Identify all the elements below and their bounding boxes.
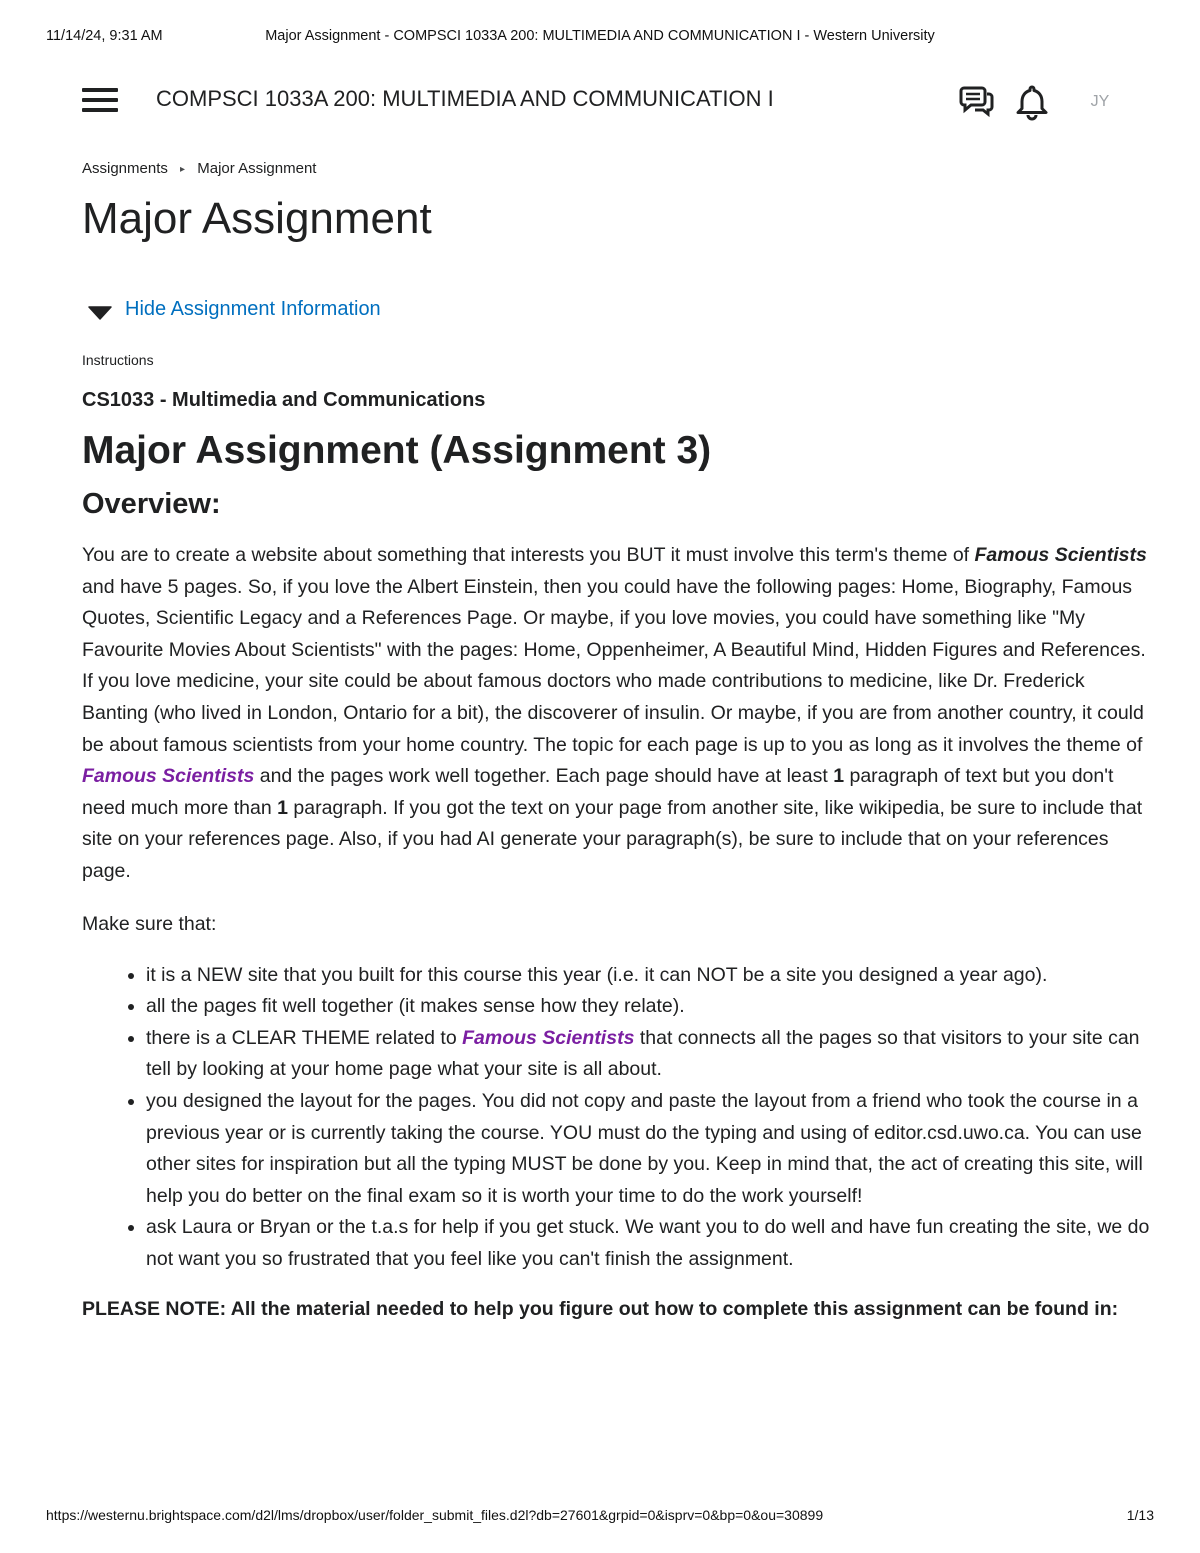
bell-icon[interactable] bbox=[1012, 82, 1052, 122]
overview-text-2: and have 5 pages. So, if you love the Albert Einstein, then you could have the following pages: Home, Biography, Famous Quotes, Scientific Legacy and a References Page. Or maybe, if you love movies, you could have something like "My Favourite Movies About Scientists" with the pages: Home, Oppenheimer, A Beautiful Mind, Hidden Figures and References. If you love medicine, your site could be about famous doctors who made contributions to medicine, like Dr. Frederick Banting (who lived in London, Ontario for a bit), the discoverer of insulin. Or maybe, if you are from another country, it could be about famous scientists from your home country. The topic for each page is up to you as long as it involves the theme of bbox=[82, 575, 1146, 756]
course-subtitle: CS1033 - Multimedia and Communications bbox=[82, 389, 486, 411]
paragraph-count-1: 1 bbox=[833, 765, 845, 788]
overview-text-1: You are to create a website about something that interests you BUT it must involve this term's theme of bbox=[82, 544, 975, 566]
hide-assignment-info-link[interactable]: Hide Assignment Information bbox=[125, 298, 381, 320]
theme-text-purple: Famous Scientists bbox=[462, 1026, 635, 1049]
overview-text-5: paragraph. If you got the text on your page from another site, like wikipedia, be sure to include that site on your references page. Also, if you had AI generate your paragraph(s), be sure to include that on your references page. bbox=[82, 796, 1143, 882]
chevron-right-icon: ▸ bbox=[180, 164, 186, 175]
overview-paragraph bbox=[82, 540, 1150, 888]
list-item: • it is a NEW site that you built for this course this year (i.e. it can NOT be a site you designed a year ago). bbox=[146, 960, 1150, 992]
message-alerts-icon[interactable] bbox=[956, 82, 996, 122]
theme-text-purple: Famous Scientists bbox=[82, 765, 255, 788]
breadcrumb-current: Major Assignment bbox=[197, 160, 317, 177]
print-url: https://westernu.brightspace.com/d2l/lms/dropbox/user/folder_submit_files.d2l?db=27601&grpid=0&isprv=0&bp=0&ou=30899 bbox=[46, 1507, 824, 1523]
rule3-text-1: there is a CLEAR THEME related to bbox=[146, 1026, 463, 1049]
make-sure-label: Make sure that: bbox=[82, 912, 217, 935]
breadcrumb bbox=[82, 160, 316, 177]
requirements-list bbox=[82, 960, 1150, 1276]
breadcrumb-assignments[interactable]: Assignments bbox=[82, 160, 168, 177]
list-item: • ask Laura or Bryan or the t.a.s for help if you get stuck. We want you to do well and have fun creating the site, we do not want you so frustrated that you feel like you can't finish the assignment. bbox=[146, 1212, 1150, 1275]
print-doc-title: Major Assignment - COMPSCI 1033A 200: MULTIMEDIA AND COMMUNICATION I - Western University bbox=[265, 28, 935, 44]
assignment-heading: Major Assignment (Assignment 3) bbox=[82, 429, 712, 472]
rule3-text-2: that connects all the pages so that visitors to your site can tell by looking at your home page what your site is all about. bbox=[146, 1026, 1140, 1081]
list-item: • all the pages fit well together (it makes sense how they relate). bbox=[146, 991, 1150, 1023]
overview-text-4: paragraph of text but you don't need much more than bbox=[82, 765, 1114, 819]
print-header bbox=[46, 28, 1154, 50]
instructions-content bbox=[82, 386, 1150, 1325]
navbar bbox=[82, 80, 1118, 124]
print-page-number: 1/13 bbox=[1126, 1507, 1154, 1523]
avatar[interactable]: JY bbox=[1090, 93, 1110, 110]
print-date: 11/14/24, 9:31 AM bbox=[46, 28, 163, 44]
list-item bbox=[146, 1023, 1150, 1086]
course-title[interactable]: COMPSCI 1033A 200: MULTIMEDIA AND COMMUNICATION I bbox=[156, 86, 774, 111]
menu-icon[interactable] bbox=[82, 88, 118, 114]
list-item: • you designed the layout for the pages. You did not copy and paste the layout from a friend who took the course in a previous year or is currently taking the course. YOU must do the typing and using of editor.csd.uwo.ca. You can use other sites for inspiration but all the typing MUST be done by you. Keep in mind that, the act of creating this site, will help you do better on the final exam so it is worth your time to do the work yourself! bbox=[146, 1086, 1150, 1212]
caret-down-icon bbox=[88, 306, 112, 320]
overview-text-3: and the pages work well together. Each page should have at least bbox=[254, 765, 834, 788]
please-note: PLEASE NOTE: All the material needed to help you figure out how to complete this assignment can be found in: bbox=[82, 1298, 1119, 1321]
print-footer bbox=[46, 1507, 1154, 1527]
page-title: Major Assignment bbox=[82, 194, 432, 243]
instructions-label: Instructions bbox=[82, 352, 154, 368]
theme-text: Famous Scientists bbox=[974, 544, 1147, 566]
overview-heading: Overview: bbox=[82, 488, 221, 520]
paragraph-count-2: 1 bbox=[277, 796, 288, 819]
